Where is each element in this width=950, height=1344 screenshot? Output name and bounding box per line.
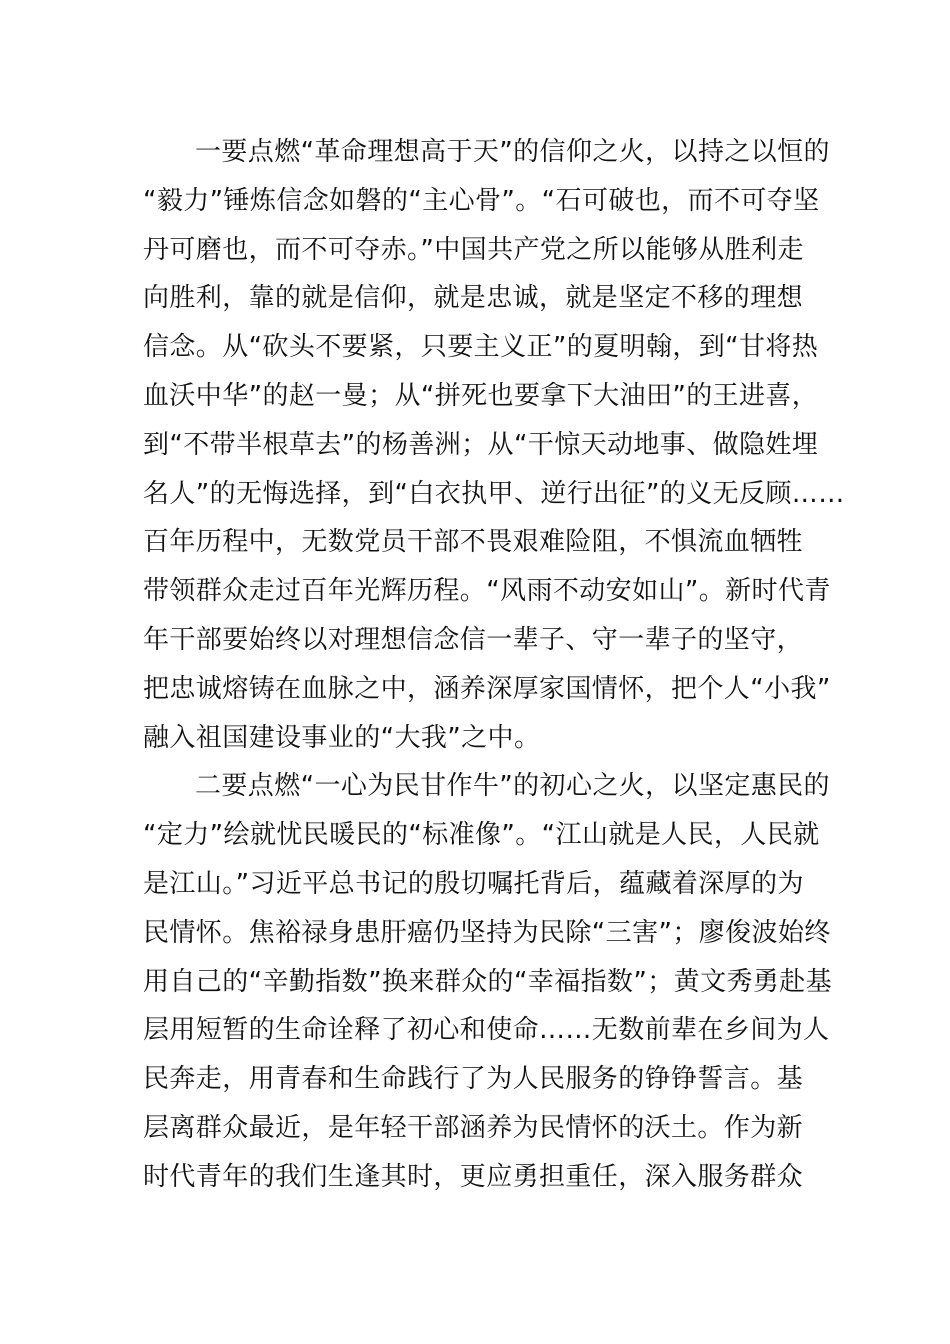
paragraph-1 — [143, 128, 845, 762]
text-line: 融入祖国建设事业的“大我”之中。 — [143, 722, 541, 753]
text-line: “毅力”锤炼信念如磐的“主心骨”。“石可破也，而不可夺坚 — [143, 185, 820, 216]
text-line: 信念。从“砍头不要紧，只要主义正”的夏明翰，到“甘将热 — [143, 332, 819, 363]
text-line: 用自己的“辛勤指数”换来群众的“幸福指数”；黄文秀勇赴基 — [143, 966, 833, 997]
text-line: 时代青年的我们生逢其时，更应勇担重任，深入服务群众 — [143, 1161, 804, 1192]
paragraph-2 — [143, 762, 833, 1201]
text-line: “定力”绘就忧民暖民的“标准像”。“江山就是人民，人民就 — [143, 820, 820, 851]
text-line: 民奔走，用青春和生命践行了为人民服务的铮铮誓言。基 — [143, 1064, 804, 1095]
text-line: 是江山。”习近平总书记的殷切嘱托背后，蕴藏着深厚的为 — [143, 868, 804, 899]
text-line: 丹可磨也，而不可夺赤。”中国共产党之所以能够从胜利走 — [143, 234, 804, 265]
text-line: 带领群众走过百年光辉历程。“风雨不动安如山”。新时代青 — [143, 576, 831, 607]
text-line: 到“不带半根草去”的杨善洲；从“干惊天动地事、做隐姓埋 — [143, 429, 819, 460]
text-line: 血沃中华”的赵一曼；从“拼死也要拿下大油田”的王进喜， — [143, 380, 819, 411]
text-line: 名人”的无悔选择，到“白衣执甲、逆行出征”的义无反顾…… — [143, 478, 845, 509]
text-line: 向胜利，靠的就是信仰，就是忠诚，就是坚定不移的理想 — [143, 283, 804, 314]
text-line: 年干部要始终以对理想信念信一辈子、守一辈子的坚守， — [143, 624, 804, 655]
text-line: 把忠诚熔铸在血脉之中，涵养深厚家国情怀，把个人“小我” — [143, 673, 831, 704]
text-line: 百年历程中，无数党员干部不畏艰难险阻，不惧流血牺牲 — [143, 527, 804, 558]
text-line: 层用短暂的生命诠释了初心和使命……无数前辈在乡间为人 — [143, 1015, 830, 1046]
text-line: 层离群众最近，是年轻干部涵养为民情怀的沃土。作为新 — [143, 1112, 804, 1143]
document-body — [143, 128, 845, 1202]
text-line: 一要点燃“革命理想高于天”的信仰之火，以持之以恒的 — [195, 137, 830, 167]
text-line: 民情怀。焦裕禄身患肝癌仍坚持为民除“三害”；廖俊波始终 — [143, 917, 831, 948]
text-line: 二要点燃“一心为民甘作牛”的初心之火，以坚定惠民的 — [195, 771, 830, 802]
